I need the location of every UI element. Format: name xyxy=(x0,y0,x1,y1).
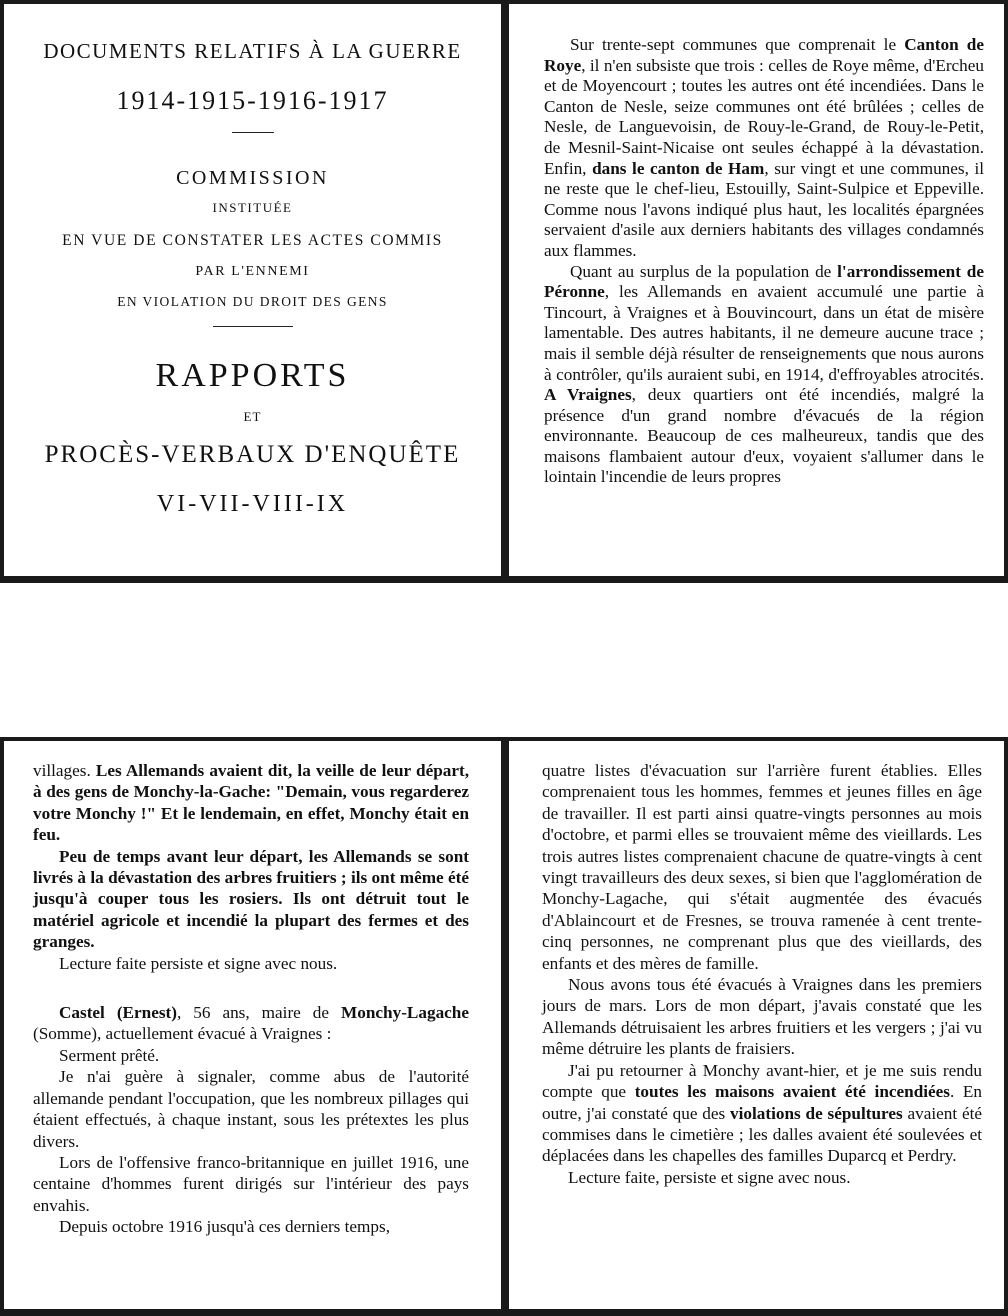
instituee-line: INSTITUÉE xyxy=(212,200,293,215)
paragraph: J'ai pu retourner à Monchy avant-hier, et je me suis rendu compte que toutes les maisons avaient été incendiées. En outre, j'ai constaté que des violations de sépultures avaient été commises dans le cimetière ; les dalles avaient été soulevées et déplacées dans les chapelles des familles Duparcq et Perdry. xyxy=(542,1060,983,1166)
divider xyxy=(232,132,274,133)
spacer xyxy=(33,974,469,1002)
paragraph: Peu de temps avant leur départ, les Allemands se sont livrés à la dévastation des arbres fruitiers ; ils ont même été jusqu'à couper tous les rosiers. Ils ont détruit tout le matériel agricole et incendié la plupart des fermes et des granges. xyxy=(33,846,469,952)
text-column xyxy=(544,35,984,488)
paragraph: Serment prêté. xyxy=(59,1045,160,1065)
title-block xyxy=(3,3,502,518)
paragraph: villages. Les Allemands avaient dit, la veille de leur départ, à des gens de Monchy-la-Gache: "Demain, vous regarderez votre Monchy !" Et le lendemain, en effet, Monchy était en feu. xyxy=(33,761,469,845)
paragraph: Lecture faite persiste et signe avec nous. xyxy=(59,953,338,973)
text-column xyxy=(542,760,982,1188)
volume-numbers: VI-VII-VIII-IX xyxy=(156,491,349,517)
paragraph: Castel (Ernest), 56 ans, maire de Monchy-Lagache (Somme), actuellement évacué à Vraignes : xyxy=(33,1003,469,1044)
paragraph: Lecture faite, persiste et signe avec nous. xyxy=(568,1167,851,1187)
et-line: ET xyxy=(243,409,262,424)
paragraph: Nous avons tous été évacués à Vraignes dans les premiers jours de mars. Lors de mon départ, j'avais constaté que les Allemands détruisaient les arbres fruitiers et les vergers ; j'ai vu même détruire les plants de fraisiers. xyxy=(542,975,982,1059)
commission-heading: COMMISSION xyxy=(176,167,329,189)
divider xyxy=(213,326,293,327)
violation-line: EN VIOLATION DU DROIT DES GENS xyxy=(117,294,388,309)
text-column xyxy=(33,760,469,1238)
paragraph: quatre listes d'évacuation sur l'arrière furent établies. Elles comprenaient tous les hommes, femmes et jeunes filles en âge de travailler. Il est parti ainsi quatre-vingts personnes au mois d'octobre, et parmi elles se trouvaient même des vieillards. Les trois autres listes comprenaient chacune de quatre-vingts à cent vingt travailleurs des deux sexes, si bien que l'agglomération de Monchy-Lagache, qui s'était augmentée des évacués d'Ablaincourt et de Fresnes, se trouva ramenée à cent trente-cinq personnes, ne comprenant plus que des vieillards, des enfants et des mères de famille. xyxy=(542,761,982,973)
rapports-heading: RAPPORTS xyxy=(155,357,350,394)
paragraph: Quant au surplus de la population de l'arrondissement de Péronne, les Allemands en avaient accumulé une partie à Tincourt, à Vraignes et à Bouvincourt, dans un état de misère lamentable. Des autres habitants, il ne demeure aucune trace ; mais il semble déjà résulter de renseignements que nous aurons à contrôler, qu'ils auraient subi, en 1914, d'effroyables atrocités. A Vraignes, deux quartiers ont été incendiés, malgré la présence d'un grand nombre d'évacués de la région environnante. Beaucoup de ces malheureux, tandis que des maisons flambaient autour d'eux, voyaient s'allumer dans le lointain l'incendie de leurs propres xyxy=(544,261,984,487)
en-vue-line: EN VUE DE CONSTATER LES ACTES COMMIS xyxy=(62,232,443,249)
title-panel xyxy=(0,0,505,583)
blank-gap xyxy=(0,583,1008,737)
text-panel-bottom-right xyxy=(505,737,1008,1316)
paragraph: Sur trente-sept communes que comprenait le Canton de Roye, il n'en subsiste que trois : celles de Roye même, d'Ercheu et de Moyencourt ; toutes les autres ont été incendiées. Dans le Canton de Nesle, seize communes ont été brûlées ; celles de Nesle, de Languevoisin, de Rouy-le-Grand, de Rouy-le-Petit, de Mesnil-Saint-Nicaise ont seules échappé à la dévastation. Enfin, dans le canton de Ham, sur vingt et une communes, il ne reste que le chef-lieu, Estouilly, Saint-Sulpice et Eppeville. Comme nous l'avons indiqué plus haut, les localités épargnées servaient d'asile aux derniers habitants des villages condamnés aux flammes. xyxy=(544,35,985,260)
par-line: PAR L'ENNEMI xyxy=(195,264,310,279)
paragraph: Depuis octobre 1916 jusqu'à ces derniers temps, xyxy=(59,1217,391,1237)
text-panel-top-right xyxy=(505,0,1008,583)
series-title: DOCUMENTS RELATIFS À LA GUERRE xyxy=(43,39,462,63)
years: 1914-1915-1916-1917 xyxy=(116,86,389,115)
text-panel-bottom-left xyxy=(0,737,505,1316)
paragraph: Lors de l'offensive franco-britannique en juillet 1916, une centaine d'hommes furent dirigés sur l'intérieur des pays envahis. xyxy=(33,1152,469,1215)
paragraph: Je n'ai guère à signaler, comme abus de l'autorité allemande pendant l'occupation, que les nombreux pillages qui étaient effectués, à chaque instant, sous les prétextes les plus divers. xyxy=(33,1067,469,1151)
proces-verbaux-heading: PROCÈS-VERBAUX D'ENQUÊTE xyxy=(44,441,461,468)
